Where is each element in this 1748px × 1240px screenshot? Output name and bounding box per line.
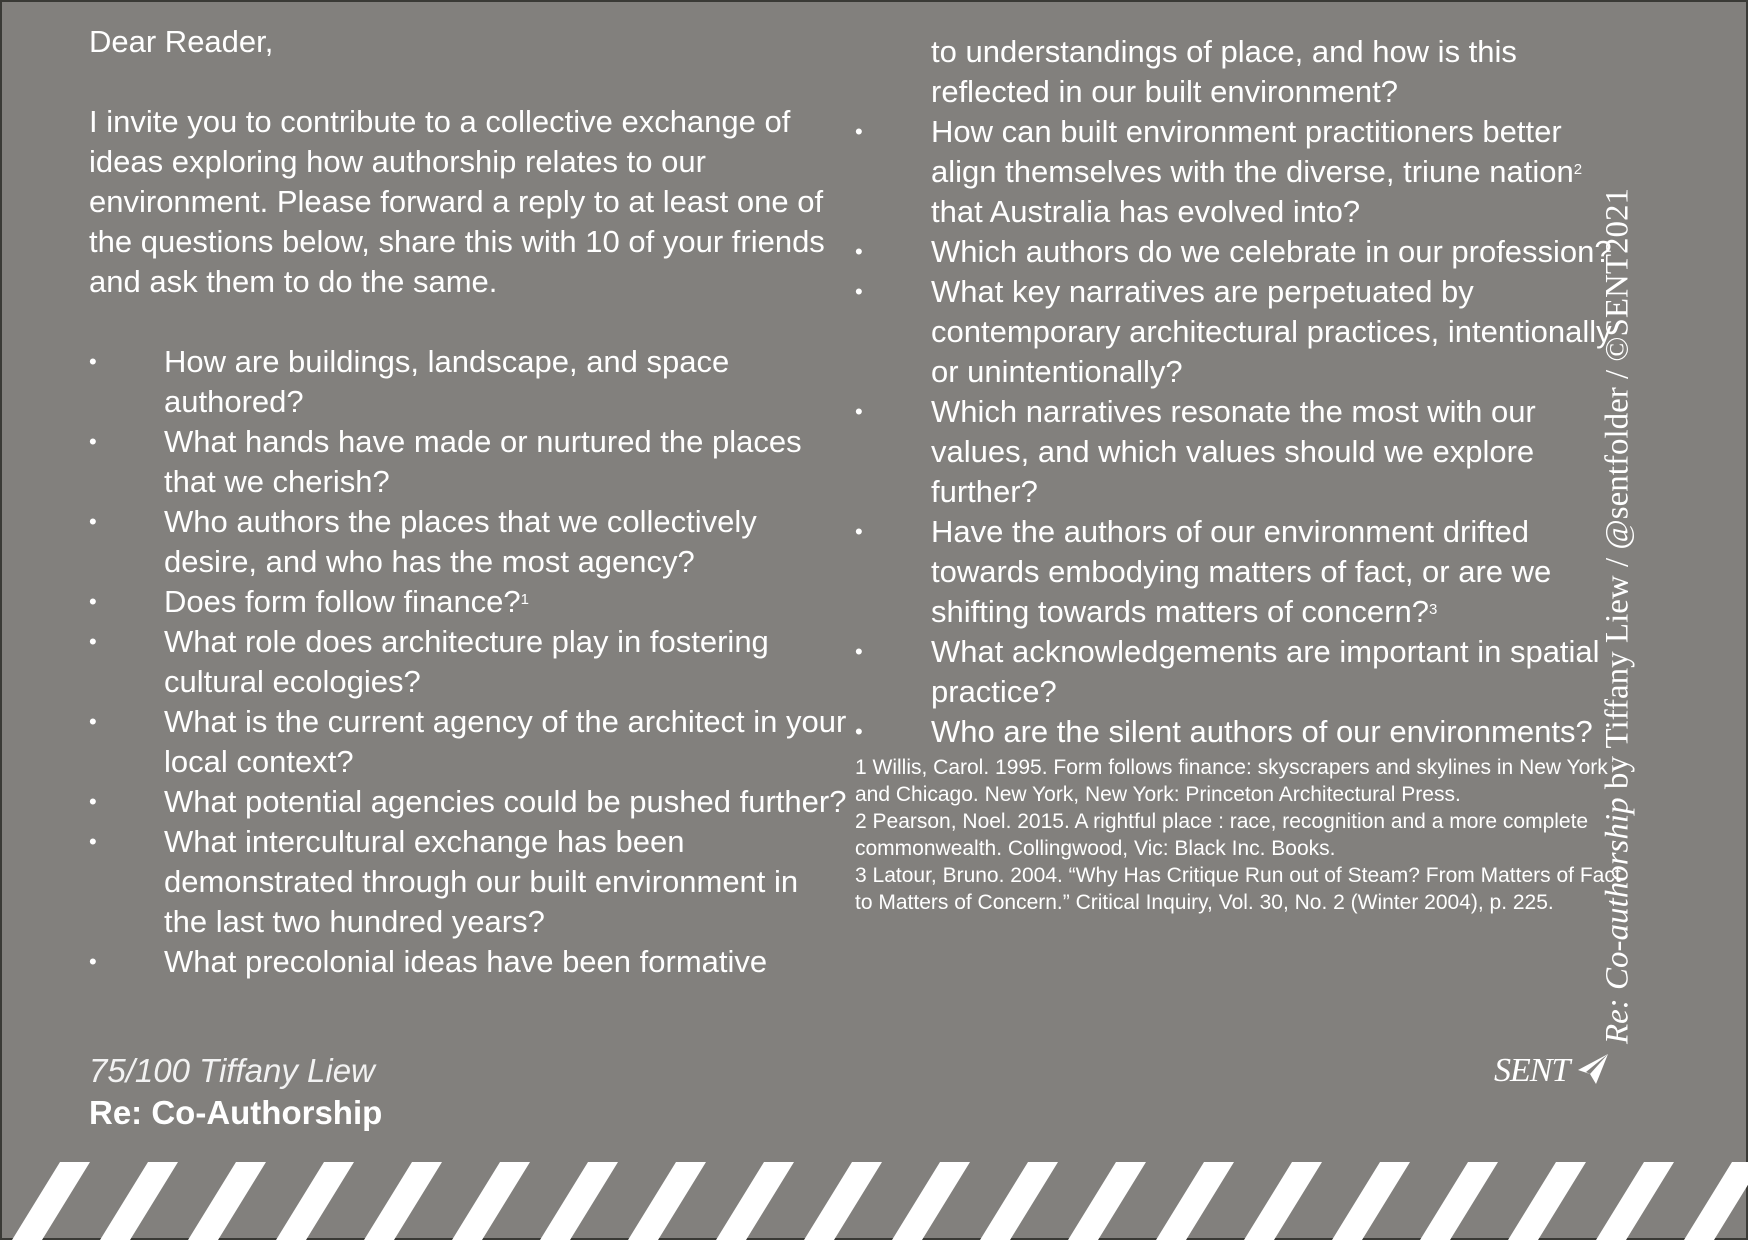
question-item (89, 422, 849, 502)
footnote-marker: 3 (1428, 601, 1438, 618)
question-item (855, 112, 1630, 232)
footnote-marker: 1 (520, 591, 530, 608)
footnote-marker: 2 (1573, 161, 1583, 178)
stripe-border (0, 1162, 1748, 1240)
stripe (188, 1162, 266, 1240)
stripe (540, 1162, 618, 1240)
bullet: • (89, 429, 97, 454)
bullet: • (89, 789, 97, 814)
side-credit-title: Re: Co-authorship (1599, 797, 1636, 1044)
stripe (100, 1162, 178, 1240)
edition-number: 75/100 Tiffany Liew (89, 1052, 375, 1089)
paper-plane-icon (1578, 1054, 1608, 1084)
stripe (1508, 1162, 1586, 1240)
question-item (89, 342, 849, 422)
question-item (855, 232, 1630, 272)
stripe (804, 1162, 882, 1240)
side-credit-rest: by Tiffany Liew / @sentfolder / ©SENT2021 (1599, 188, 1636, 798)
question-text: What acknowledgements are important in spatial practice? (931, 634, 1600, 709)
stripe (1596, 1162, 1674, 1240)
question-item (89, 502, 849, 582)
bullet: • (89, 589, 97, 614)
question-item (89, 622, 849, 702)
question-text: What hands have made or nurtured the places that we cherish? (164, 424, 802, 499)
question-item (855, 392, 1630, 512)
bullet: • (855, 399, 863, 424)
question-text: What potential agencies could be pushed further? (164, 784, 847, 819)
question-text: Who are the silent authors of our environments? (931, 714, 1593, 749)
question-item (89, 702, 849, 782)
question-text: Which narratives resonate the most with our values, and which values should we explore further? (931, 394, 1536, 509)
right-column (855, 32, 1630, 916)
question-text: How can built environment practitioners better align themselves with the diverse, triune nation (931, 114, 1574, 189)
stripe (1332, 1162, 1410, 1240)
reference-3: 3 Latour, Bruno. 2004. “Why Has Critique Run out of Steam? From Matters of Fact to Matters of Concern.” Critical Inquiry, Vol. 30, No. 2 (Winter 2004), p. 225. (855, 864, 1621, 914)
intro-paragraph: I invite you to contribute to a collective exchange of ideas exploring how authorship relates to our environment. Please forward a reply to at least one of the questions below, share this with 10 of your friends and ask them to do the same. (89, 104, 825, 299)
references (855, 754, 1630, 916)
bullet: • (855, 239, 863, 264)
question-text: Have the authors of our environment drifted towards embodying matters of fact, or are we shifting towards matters of concern? (931, 514, 1552, 629)
question-text-end: that Australia has evolved into? (931, 194, 1361, 229)
bullet: • (89, 629, 97, 654)
bullet: • (855, 279, 863, 304)
stripe (276, 1162, 354, 1240)
question-text: What is the current agency of the architect in your local context? (164, 704, 847, 779)
stripe (628, 1162, 706, 1240)
reference-2: 2 Pearson, Noel. 2015. A rightful place : race, recognition and a more complete commonwealth. Collingwood, Vic: Black Inc. Books. (855, 810, 1589, 860)
question-item (855, 712, 1630, 752)
stripe (716, 1162, 794, 1240)
stripe (1156, 1162, 1234, 1240)
question-item (89, 782, 849, 822)
logo-text: SENT (1494, 1052, 1570, 1088)
bullet: • (89, 349, 97, 374)
letter-title: Re: Co-Authorship (89, 1094, 383, 1131)
bullet: • (855, 519, 863, 544)
question-item (855, 512, 1630, 632)
stripe (12, 1162, 90, 1240)
stripe (1244, 1162, 1322, 1240)
question-list-left (89, 342, 849, 982)
bullet: • (89, 509, 97, 534)
bullet: • (855, 719, 863, 744)
bullet: • (89, 949, 97, 974)
question-text: Who authors the places that we collectively desire, and who has the most agency? (164, 504, 757, 579)
stripe (1420, 1162, 1498, 1240)
question-text: What key narratives are perpetuated by contemporary architectural practices, intentionally or unintentionally? (931, 274, 1612, 389)
question-text: Does form follow finance? (164, 584, 521, 619)
question-continuation: to understandings of place, and how is this reflected in our built environment? (931, 34, 1517, 109)
stripe (1684, 1162, 1748, 1240)
greeting: Dear Reader, (89, 24, 274, 59)
question-text: What role does architecture play in fostering cultural ecologies? (164, 624, 769, 699)
question-text: What precolonial ideas have been formative (164, 944, 768, 979)
question-item (89, 582, 849, 622)
question-item (855, 632, 1630, 712)
question-list-right (855, 112, 1630, 752)
left-column (89, 22, 849, 982)
question-item (855, 272, 1630, 392)
question-text: How are buildings, landscape, and space authored? (164, 344, 730, 419)
bullet: • (855, 119, 863, 144)
bullet: • (89, 829, 97, 854)
question-text: What intercultural exchange has been demonstrated through our built environment in the last two hundred years? (164, 824, 799, 939)
stripe (980, 1162, 1058, 1240)
stripe (364, 1162, 442, 1240)
stripe (1068, 1162, 1146, 1240)
bullet: • (855, 639, 863, 664)
question-item (89, 822, 849, 942)
stripe (452, 1162, 530, 1240)
question-text: Which authors do we celebrate in our profession? (931, 234, 1612, 269)
bullet: • (89, 709, 97, 734)
question-item (89, 942, 849, 982)
reference-1: 1 Willis, Carol. 1995. Form follows finance: skyscrapers and skylines in New York and Chicago. New York, New York: Princeton Architectural Press. (855, 756, 1608, 806)
sent-logo (1494, 1050, 1614, 1088)
stripe (892, 1162, 970, 1240)
